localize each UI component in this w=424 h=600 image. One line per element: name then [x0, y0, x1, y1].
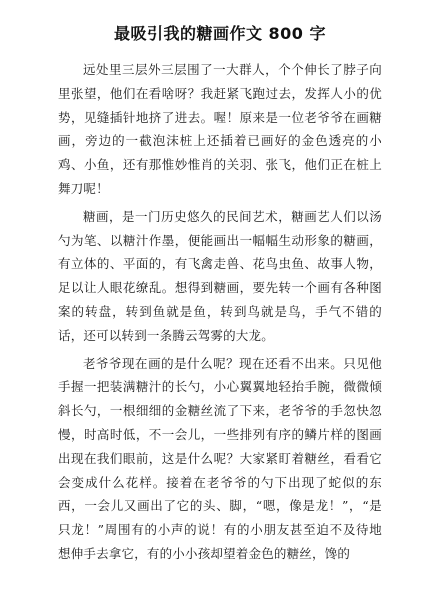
document-title: 最吸引我的糖画作文 800 字	[113, 24, 327, 43]
paragraph-2: 糖画，是一门历史悠久的民间艺术，糖画艺人们以汤勺为笔、以糖汁作墨，便能画出一幅幅生动形象的糖画，有立体的、平面的，有飞禽走兽、花鸟虫鱼、故事人物，足以让人眼花缭乱。想得到糖画，要先转一个画有各种图案的转盘，转到鱼就是鱼，转到鸟就是鸟，手气不错的话，还可以转到一条腾云驾雾的大龙。	[58, 208, 382, 343]
paragraph-3: 老爷爷现在画的是什么呢？现在还看不出来。只见他手握一把装满糖汁的长勺，小心翼翼地轻抬手腕，微微倾斜长勺，一根细细的金糖丝流了下来，老爷爷的手忽快忽慢，时高时低，不一会儿，一些排列有序的鳞片样的图画出现在我们眼前，这是什么呢？大家紧盯着糖丝，看看它会变成什么花样。接着在老爷爷的勺下出现了蛇似的东西，一会儿又画出了它的头、脚，“嗯，像是龙！”，“是只龙！”周围有的小声的说！有的小朋友甚至迫不及待地想伸手去拿它，有的小小孩却望着金色的糖丝，馋的	[58, 355, 382, 561]
paragraph-1: 远处里三层外三层围了一大群人，个个伸长了脖子向里张望，他们在看啥呀？我赶紧飞跑过去，发挥人小的优势，见缝插针地挤了进去。喔！原来是一位老爷爷在画糖画，旁边的一截泡沫桩上还插着已画好的金色透亮的小鸡、小鱼，还有那惟妙惟肖的关羽、张飞，他们正在桩上舞刀呢！	[58, 62, 382, 196]
